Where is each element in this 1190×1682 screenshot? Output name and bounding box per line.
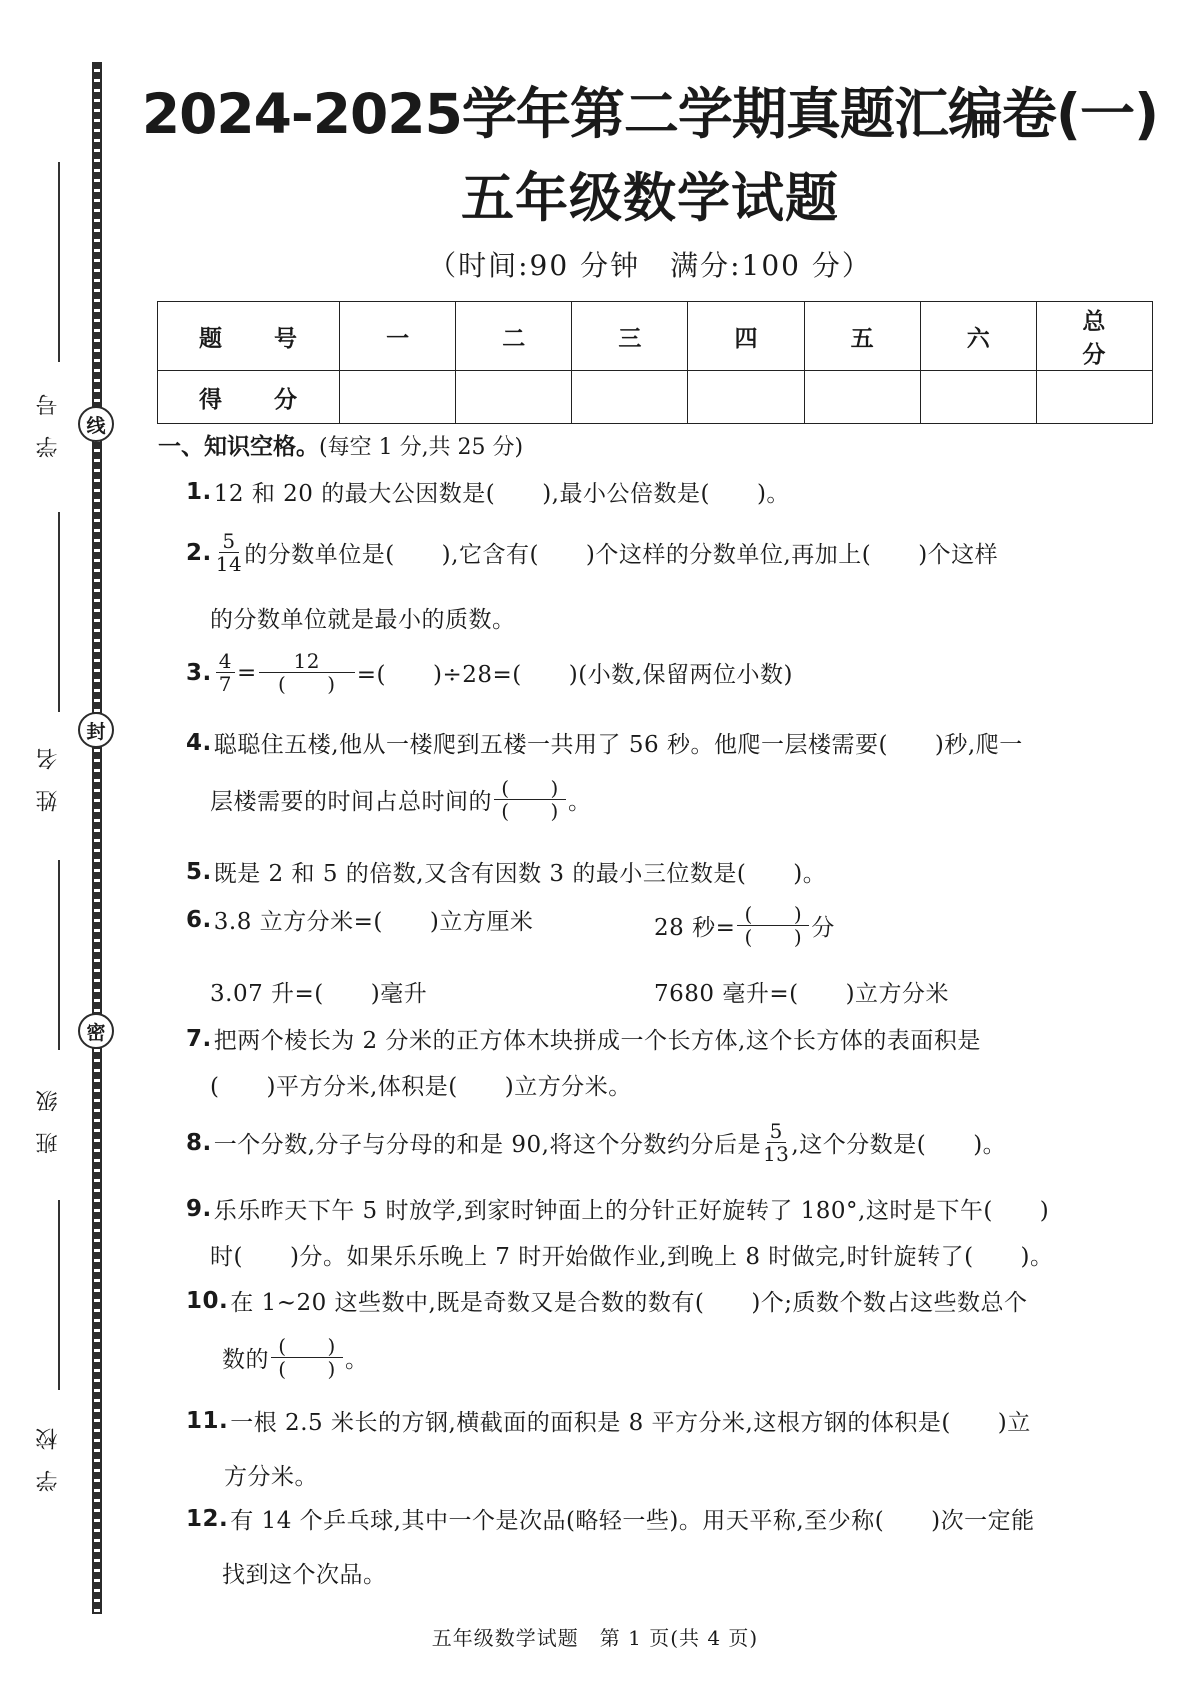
question-8-text-end: ,这个分数是( )。: [791, 1132, 1007, 1158]
question-5: [186, 855, 826, 888]
question-12-text: 有 14 个乒乓球,其中一个是次品(略轻一些)。用天平称,至少称( )次一定能: [230, 1508, 1035, 1534]
question-12-text-line2: 找到这个次品。: [222, 1562, 387, 1588]
question-1: [186, 475, 790, 508]
section-1-note: (每空 1 分,共 25 分): [319, 435, 524, 460]
score-table-col-3: 三: [572, 302, 688, 371]
question-7-continued: [210, 1068, 632, 1101]
question-6-part-c-text: 3.07 升=( )毫升: [210, 981, 428, 1007]
question-12-continued: [222, 1556, 387, 1589]
question-4-answer-fraction: [494, 777, 566, 822]
question-10-text-line2: 数的: [222, 1347, 269, 1373]
question-6-part-b: [654, 903, 835, 948]
question-3-number: 3.: [186, 659, 212, 686]
question-7-text: 把两个棱长为 2 分米的正方体木块拼成一个长方体,这个长方体的表面积是: [213, 1028, 981, 1054]
question-10-blank-numerator: ( ): [271, 1335, 343, 1358]
binding-circle-feng: 封: [78, 712, 114, 748]
question-8-number: 8.: [186, 1129, 212, 1156]
page-footer: 五年级数学试题 第 1 页(共 4 页): [431, 1626, 759, 1650]
question-1-number: 1.: [186, 478, 212, 505]
question-8-fraction-denominator: 13: [762, 1142, 790, 1166]
question-4-blank-numerator: ( ): [494, 777, 566, 800]
question-12: [186, 1502, 1035, 1535]
question-6-part-b-unit: 分: [811, 915, 835, 941]
question-7-number: 7.: [186, 1025, 212, 1052]
score-cell-1[interactable]: [340, 371, 456, 424]
question-8-text: 一个分数,分子与分母的和是 90,将这个分数约分后是: [213, 1132, 761, 1158]
question-11-text: 一根 2.5 米长的方钢,横截面的面积是 8 平方分米,这根方钢的体积是( )立: [230, 1410, 1031, 1436]
question-6-part-a: 3.8 立方分米=( )立方厘米: [213, 909, 534, 935]
question-2-fraction-denominator: 14: [215, 552, 243, 576]
score-cell-2[interactable]: [456, 371, 572, 424]
score-cell-total[interactable]: [1036, 371, 1152, 424]
class-line: [58, 860, 60, 1050]
question-6-part-c: [210, 975, 427, 1008]
question-9-text: 乐乐昨天下午 5 时放学,到家时钟面上的分针正好旋转了 180°,这时是下午( ): [213, 1198, 1050, 1224]
school-label: 学校: [36, 1408, 61, 1492]
question-6-answer-fraction: [737, 903, 809, 948]
question-6-blank-denominator: ( ): [744, 925, 803, 949]
exam-title: 2024-2025学年第二学期真题汇编卷(一): [141, 82, 1159, 146]
question-5-text: 既是 2 和 5 的倍数,又含有因数 3 的最小三位数是( )。: [213, 861, 827, 887]
question-3-fraction-1: [216, 650, 235, 695]
question-2-text: 的分数单位是( ),它含有( )个这样的分数单位,再加上( )个这样: [244, 542, 999, 568]
question-2-fraction: [216, 530, 242, 575]
score-table-col-4: 四: [688, 302, 804, 371]
question-4: [186, 726, 1023, 759]
question-6-part-d-text: 7680 毫升=( )立方分米: [654, 981, 950, 1007]
question-3-fraction-1-numerator: 4: [216, 650, 235, 673]
question-6: [186, 903, 533, 936]
score-table-col-5: 五: [804, 302, 920, 371]
score-table-score-row: [158, 371, 1153, 424]
question-2-fraction-numerator: 5: [219, 530, 238, 553]
score-table-col-6: 六: [920, 302, 1036, 371]
binding-strip: [92, 62, 102, 1614]
question-9-continued: [210, 1238, 1054, 1271]
question-2: [186, 530, 998, 575]
question-4-text: 聪聪住五楼,他从一楼爬到五楼一共用了 56 秒。他爬一层楼需要( )秒,爬一: [213, 732, 1023, 758]
question-10-text: 在 1~20 这些数中,既是奇数又是合数的数有( )个;质数个数占这些数总个: [230, 1290, 1028, 1316]
score-table-score-label: 得 分: [158, 371, 340, 424]
question-3-fraction-2-denominator: ( ): [277, 672, 336, 696]
question-11: [186, 1404, 1031, 1437]
question-6-number: 6.: [186, 906, 212, 933]
question-8: [186, 1120, 1006, 1165]
question-10: [186, 1284, 1028, 1317]
question-4-text-line2: 层楼需要的时间占总时间的: [210, 789, 492, 815]
question-10-number: 10.: [186, 1287, 229, 1314]
question-1-text: 12 和 20 的最大公因数是( ),最小公倍数是( )。: [213, 481, 790, 507]
score-table-header-label: 题 号: [158, 302, 340, 371]
question-9-text-line2: 时( )分。如果乐乐晚上 7 时开始做作业,到晚上 8 时做完,时针旋转了( )。: [210, 1244, 1054, 1270]
question-6-part-d: [654, 975, 949, 1008]
question-2-text-line2: 的分数单位就是最小的质数。: [210, 607, 516, 633]
question-3: [186, 650, 793, 695]
question-12-number: 12.: [186, 1505, 229, 1532]
question-6-blank-numerator: ( ): [737, 903, 809, 926]
question-8-fraction-numerator: 5: [767, 1120, 786, 1143]
question-10-blank-denominator: ( ): [278, 1357, 336, 1381]
binding-circle-mi: 密: [78, 1013, 114, 1049]
score-cell-5[interactable]: [804, 371, 920, 424]
class-label: 班级: [36, 1070, 61, 1154]
question-4-number: 4.: [186, 729, 212, 756]
score-table-col-total: 总 分: [1036, 302, 1152, 371]
school-line: [58, 1200, 60, 1390]
score-cell-3[interactable]: [572, 371, 688, 424]
question-7: [186, 1022, 981, 1055]
question-4-end: 。: [568, 789, 592, 815]
section-1-heading: [158, 428, 523, 461]
question-5-number: 5.: [186, 858, 212, 885]
question-10-continued: [222, 1335, 369, 1380]
question-10-answer-fraction: [271, 1335, 343, 1380]
student-id-line: [58, 162, 60, 362]
question-3-fraction-2-numerator: 12: [259, 650, 355, 673]
question-3-fraction-1-denominator: 7: [218, 672, 232, 696]
question-2-continued: [210, 601, 516, 634]
question-3-text: =( )÷28=( )(小数,保留两位小数): [356, 662, 793, 688]
question-7-text-line2: ( )平方分米,体积是( )立方分米。: [210, 1074, 632, 1100]
name-line: [58, 512, 60, 712]
section-1-title: 一、知识空格。: [158, 434, 319, 460]
question-2-number: 2.: [186, 539, 212, 566]
question-4-blank-denominator: ( ): [501, 799, 559, 823]
question-4-continued: [210, 777, 592, 822]
question-11-continued: [224, 1458, 318, 1491]
score-cell-6[interactable]: [920, 371, 1036, 424]
question-3-fraction-2: [259, 650, 355, 695]
binding-circle-xian: 线: [78, 406, 114, 442]
name-label: 姓名: [36, 728, 61, 812]
score-table-col-2: 二: [456, 302, 572, 371]
score-table-col-1: 一: [340, 302, 456, 371]
question-6-part-b-text: 28 秒=: [654, 915, 736, 941]
exam-subtitle: 五年级数学试题: [461, 168, 839, 229]
question-3-equals: =: [236, 659, 257, 686]
question-8-fraction: [763, 1120, 789, 1165]
score-table-header-row: [158, 302, 1153, 371]
question-10-end: 。: [345, 1347, 369, 1373]
question-9: [186, 1192, 1049, 1225]
student-id-label: 学号: [36, 374, 61, 458]
question-11-text-line2: 方分米。: [224, 1464, 318, 1490]
question-9-number: 9.: [186, 1195, 212, 1222]
score-table: [157, 301, 1153, 424]
score-cell-4[interactable]: [688, 371, 804, 424]
time-info: （时间:90 分钟 满分:100 分）: [428, 249, 872, 282]
question-11-number: 11.: [186, 1407, 229, 1434]
